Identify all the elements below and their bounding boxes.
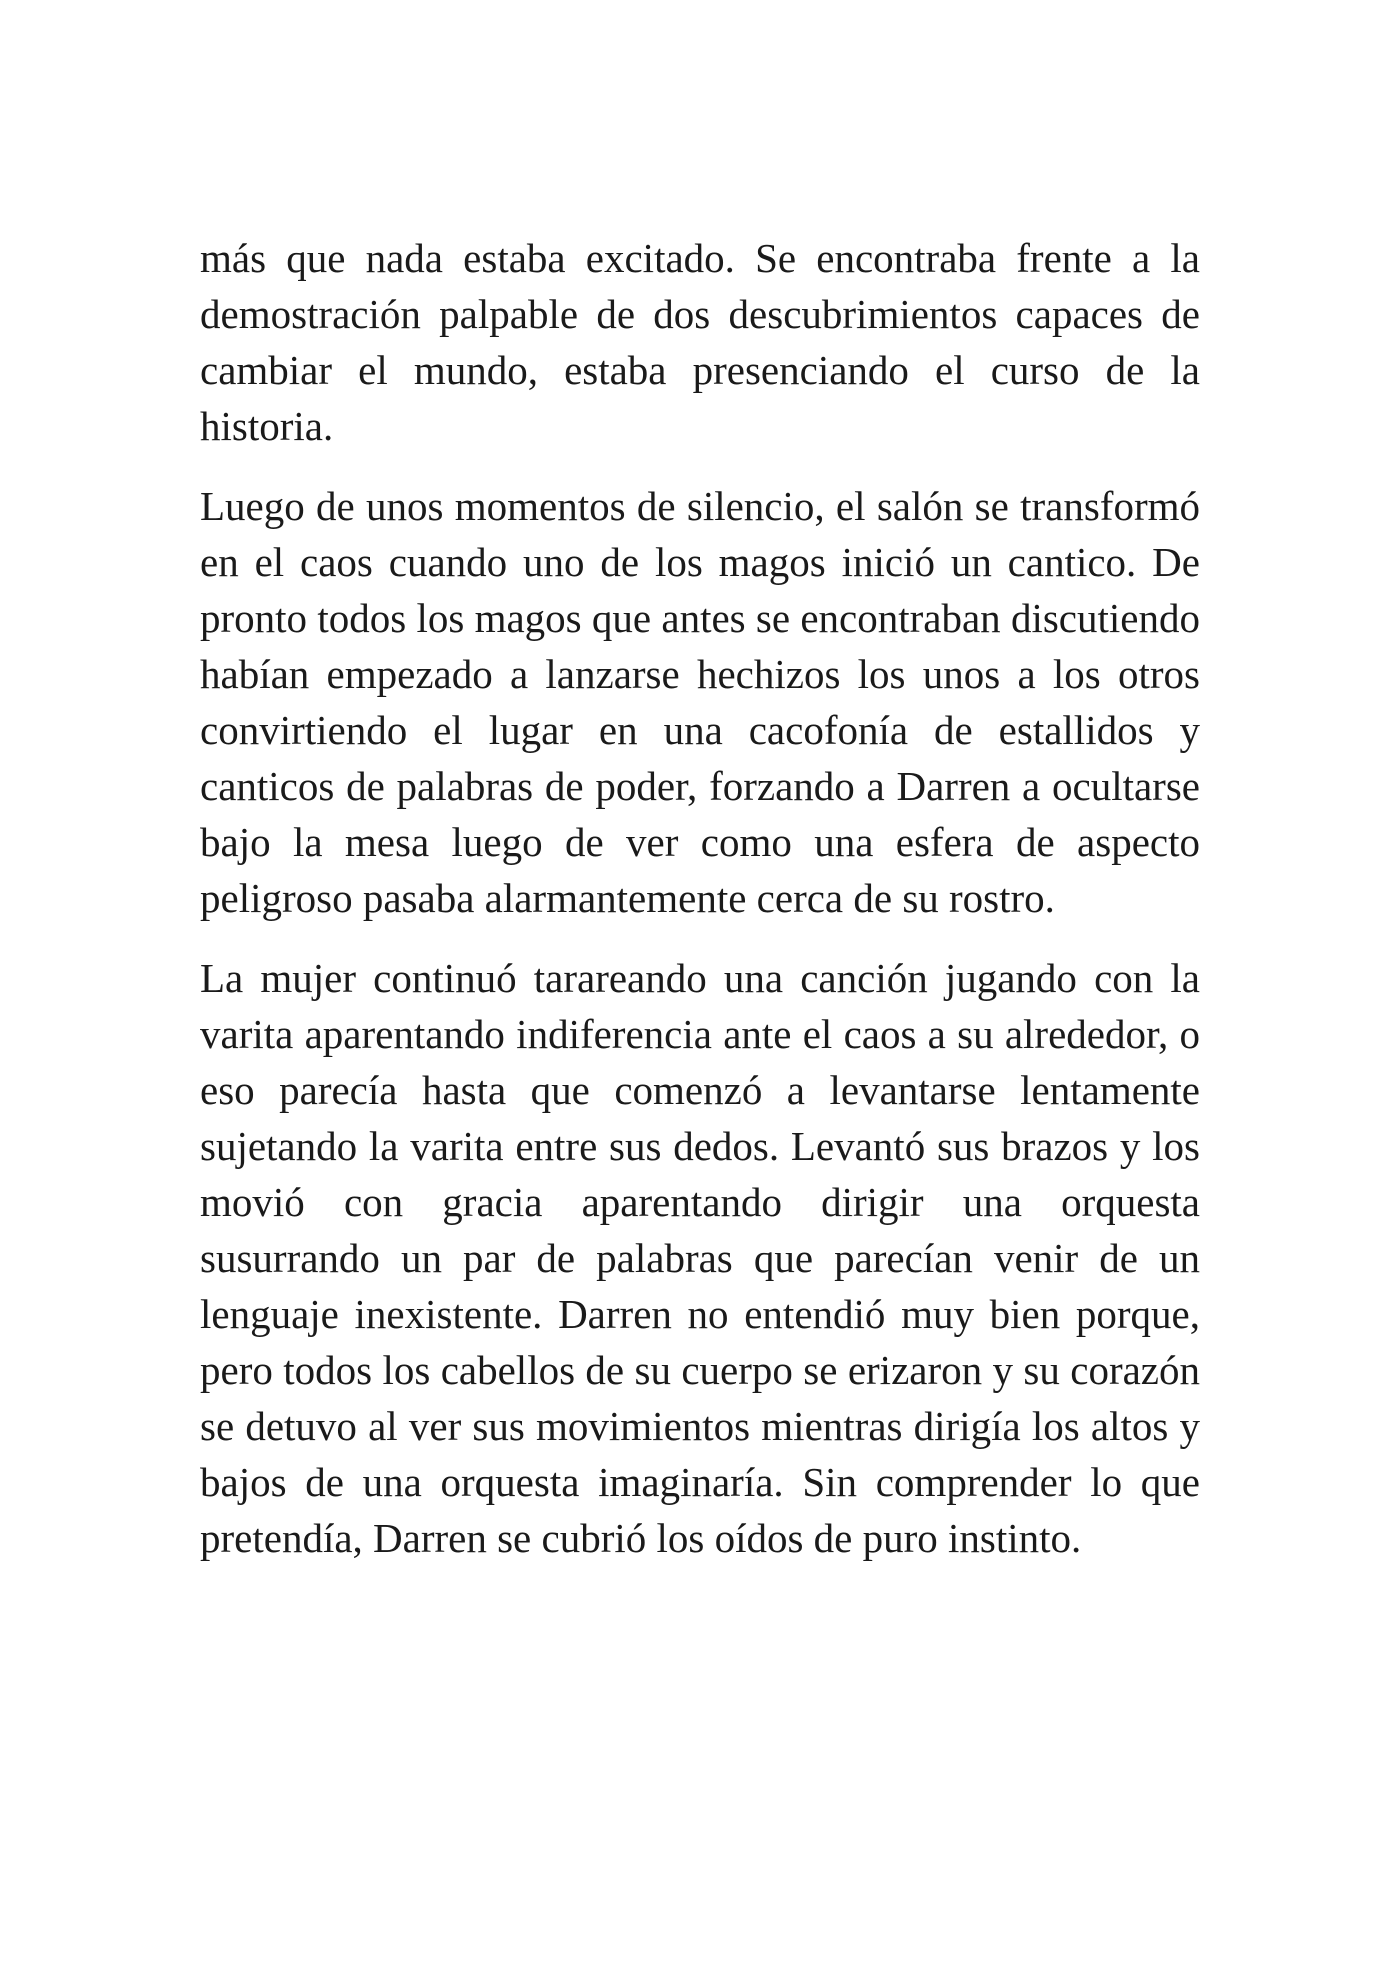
- body-text: [200, 230, 1200, 1590]
- paragraph-1: más que nada estaba excitado. Se encontraba frente a la demostración palpable de dos descubrimientos capaces de cambiar el mundo, estaba presenciando el curso de la historia.: [200, 235, 1200, 449]
- paragraph-2: Luego de unos momentos de silencio, el salón se transformó en el caos cuando uno de los magos inició un cantico. De pronto todos los magos que antes se encontraban discutiendo habían empezado a lanzarse hechizos los unos a los otros convirtiendo el lugar en una cacofonía de estallidos y canticos de palabras de poder, forzando a Darren a ocultarse bajo la mesa luego de ver como una esfera de aspecto peligroso pasaba alarmantemente cerca de su rostro.: [200, 483, 1200, 921]
- paragraph-3: La mujer continuó tarareando una canción jugando con la varita aparentando indiferencia ante el caos a su alrededor, o eso parecía hasta que comenzó a levantarse lentamente sujetando la varita entre sus dedos. Levantó sus brazos y los movió con gracia aparentando dirigir una orquesta susurrando un par de palabras que parecían venir de un lenguaje inexistente. Darren no entendió muy bien porque, pero todos los cabellos de su cuerpo se erizaron y su corazón se detuvo al ver sus movimientos mientras dirigía los altos y bajos de una orquesta imaginaría. Sin comprender lo que pretendía, Darren se cubrió los oídos de puro instinto.: [200, 955, 1200, 1561]
